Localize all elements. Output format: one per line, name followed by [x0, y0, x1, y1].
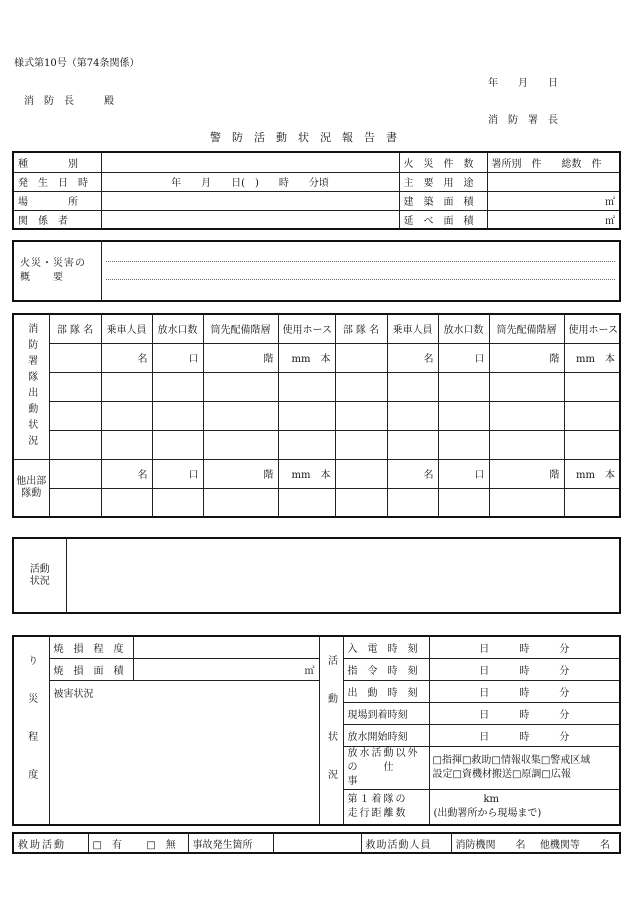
header-unit-name: 部 隊 名	[335, 314, 387, 343]
cell[interactable]	[101, 372, 152, 401]
cell[interactable]: 階	[489, 343, 564, 372]
rescue-personnel-label: 救助活動人員	[361, 833, 451, 853]
rescue-yes-checkbox[interactable]: □ 有	[92, 839, 122, 851]
rescue-no-checkbox[interactable]: □ 無	[146, 839, 176, 851]
fire-org-count: 消防機関 名	[455, 839, 526, 851]
form-number: 様式第10号（第74条関係）	[14, 58, 140, 69]
report-date: 年 月 日	[488, 78, 558, 89]
cell[interactable]	[278, 430, 335, 459]
other-dispatch-label: 他出部隊動	[13, 459, 49, 517]
cell[interactable]	[564, 430, 620, 459]
cell[interactable]	[49, 459, 101, 488]
cell[interactable]: 階	[489, 459, 564, 488]
distance-label: 第１着隊の 走行距離数	[343, 789, 429, 825]
cell[interactable]	[203, 372, 278, 401]
main-use-label: 主 要 用 途	[399, 172, 487, 191]
damage-degree-side-label: り災程度	[13, 636, 49, 825]
rescue-personnel-value[interactable]	[451, 833, 620, 853]
cell[interactable]	[49, 401, 101, 430]
occurrence-value[interactable]: 年 月 日( ) 時 分頃	[101, 172, 399, 191]
other-org-count: 他機関等 名	[539, 839, 610, 851]
time-value[interactable]: 日 時 分	[429, 724, 620, 746]
cell[interactable]	[564, 401, 620, 430]
cell[interactable]: 名	[387, 459, 438, 488]
time-label: 指 令 時 刻	[343, 658, 429, 680]
rescue-options[interactable]	[88, 833, 188, 853]
fire-station-dispatch-label: 消防署隊出動状況	[13, 314, 49, 459]
header-nozzle-floor: 筒先配備階層	[489, 314, 564, 343]
cell[interactable]: mm 本	[564, 343, 620, 372]
cell[interactable]	[438, 488, 489, 517]
cell[interactable]: 口	[152, 343, 203, 372]
table-row	[13, 372, 620, 401]
shubetsu-label: 種 別	[13, 152, 101, 172]
cell[interactable]	[564, 488, 620, 517]
place-value[interactable]	[101, 191, 399, 210]
reporter: 消 防 署 長	[488, 115, 558, 126]
cell[interactable]	[489, 372, 564, 401]
cell[interactable]	[438, 372, 489, 401]
time-label: 出 動 時 刻	[343, 680, 429, 702]
cell[interactable]	[335, 488, 387, 517]
cell[interactable]	[101, 401, 152, 430]
cell[interactable]: 階	[203, 459, 278, 488]
cell[interactable]	[489, 430, 564, 459]
overview-value[interactable]	[101, 241, 620, 301]
place-label: 場 所	[13, 191, 101, 210]
overview-label: 火災・災害の概 要	[13, 241, 101, 301]
shubetsu-value[interactable]	[101, 152, 399, 172]
burn-area-label: 焼 損 面 積	[49, 658, 133, 680]
cell[interactable]	[203, 401, 278, 430]
cell[interactable]	[278, 372, 335, 401]
distance-note: (出動署所から現場まで)	[433, 807, 542, 819]
header-outlets: 放水口数	[438, 314, 489, 343]
header-crew: 乗車人員	[101, 314, 152, 343]
cell[interactable]	[49, 343, 101, 372]
cell[interactable]: 名	[101, 343, 152, 372]
cell[interactable]	[387, 401, 438, 430]
total-floor-area-label: 延 べ 面 積	[399, 210, 487, 229]
other-work-options-line2: 設定□資機材搬送□原調□広報	[432, 768, 571, 780]
cell[interactable]	[152, 488, 203, 517]
cell[interactable]	[564, 372, 620, 401]
table-row	[13, 488, 620, 517]
cell[interactable]	[335, 372, 387, 401]
time-value[interactable]: 日 時 分	[429, 680, 620, 702]
main-use-value[interactable]	[487, 172, 620, 191]
activity-side-label: 活動状況	[319, 636, 343, 825]
table-row	[13, 430, 620, 459]
cell[interactable]	[387, 430, 438, 459]
header-hose: 使用ホース	[278, 314, 335, 343]
building-area-value[interactable]: ㎡	[487, 191, 620, 210]
table-row	[13, 459, 620, 488]
header-outlets: 放水口数	[152, 314, 203, 343]
cell[interactable]	[335, 459, 387, 488]
related-person-label: 関 係 者	[13, 210, 101, 229]
cell[interactable]	[438, 401, 489, 430]
cell[interactable]: mm 本	[278, 343, 335, 372]
time-value[interactable]: 日 時 分	[429, 658, 620, 680]
dispatch-table	[12, 313, 621, 518]
accident-place-label: 事故発生箇所	[188, 833, 273, 853]
cell[interactable]	[49, 488, 101, 517]
accident-place-value[interactable]	[273, 833, 361, 853]
cell[interactable]	[278, 488, 335, 517]
cell[interactable]	[152, 401, 203, 430]
damage-timeline-table	[12, 635, 621, 826]
cell[interactable]: 階	[203, 343, 278, 372]
cell[interactable]: 名	[387, 343, 438, 372]
time-value[interactable]: 日 時 分	[429, 636, 620, 658]
overview-table	[12, 240, 621, 302]
cell[interactable]	[203, 430, 278, 459]
cell[interactable]	[387, 488, 438, 517]
distance-value[interactable]	[429, 789, 620, 825]
time-label: 現場到着時刻	[343, 702, 429, 724]
cell[interactable]: 口	[438, 343, 489, 372]
cell[interactable]: 口	[152, 459, 203, 488]
burn-area-value[interactable]: ㎡	[133, 658, 319, 680]
time-value[interactable]: 日 時 分	[429, 702, 620, 724]
cell[interactable]: 口	[438, 459, 489, 488]
total-floor-area-value[interactable]: ㎡	[487, 210, 620, 229]
table-row	[13, 343, 620, 372]
cell[interactable]	[489, 488, 564, 517]
cell[interactable]	[101, 488, 152, 517]
cell[interactable]	[438, 430, 489, 459]
damage-status[interactable]: 被害状況	[49, 680, 319, 825]
time-label: 入 電 時 刻	[343, 636, 429, 658]
cell[interactable]	[101, 430, 152, 459]
cell[interactable]	[49, 372, 101, 401]
table-row	[13, 401, 620, 430]
cell[interactable]	[335, 401, 387, 430]
rescue-label: 救助活動	[13, 833, 88, 853]
cell[interactable]	[152, 372, 203, 401]
cell[interactable]	[49, 430, 101, 459]
fire-count-value[interactable]: 署所別 件 総数 件	[487, 152, 620, 172]
page-title: 警 防 活 動 状 況 報 告 書	[210, 131, 397, 144]
related-person-value[interactable]	[101, 210, 399, 229]
cell[interactable]	[278, 401, 335, 430]
activity-value[interactable]	[66, 538, 620, 613]
cell[interactable]	[152, 430, 203, 459]
header-hose: 使用ホース	[564, 314, 620, 343]
occurrence-label: 発 生 日 時	[13, 172, 101, 191]
cell[interactable]: 名	[101, 459, 152, 488]
burn-degree-value[interactable]	[133, 636, 319, 658]
other-work-options[interactable]	[429, 746, 620, 789]
header-crew: 乗車人員	[387, 314, 438, 343]
building-area-label: 建 築 面 積	[399, 191, 487, 210]
fire-count-label: 火 災 件 数	[399, 152, 487, 172]
addressee: 消 防 長 殿	[24, 96, 114, 107]
cell[interactable]	[335, 343, 387, 372]
header-nozzle-floor: 筒先配備階層	[203, 314, 278, 343]
cell[interactable]	[203, 488, 278, 517]
other-work-label: 放水活動以外の 仕 事	[343, 746, 429, 789]
cell[interactable]: mm 本	[278, 459, 335, 488]
cell[interactable]	[489, 401, 564, 430]
distance-unit: km	[483, 793, 500, 805]
other-work-options-line1: □指揮□救助□情報収集□警戒区域	[432, 754, 591, 766]
summary-table	[12, 151, 621, 230]
cell[interactable]	[335, 430, 387, 459]
cell[interactable]: mm 本	[564, 459, 620, 488]
rescue-table	[12, 832, 621, 854]
cell[interactable]	[387, 372, 438, 401]
activity-table	[12, 537, 621, 614]
activity-label: 活動状況	[13, 538, 66, 613]
burn-degree-label: 焼 損 程 度	[49, 636, 133, 658]
header-unit-name: 部 隊 名	[49, 314, 101, 343]
time-label: 放水開始時刻	[343, 724, 429, 746]
